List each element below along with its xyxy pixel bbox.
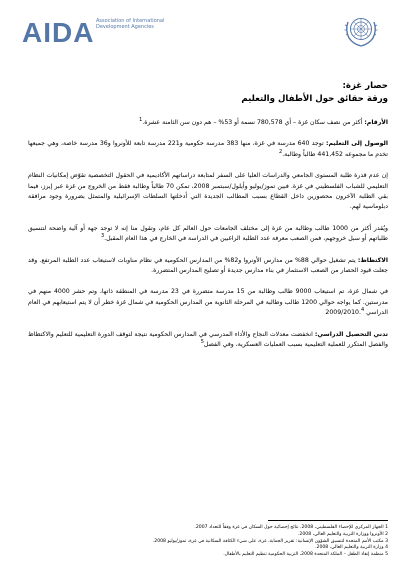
footnote-3: 3 مكتب الأمم المتحدة لتنسيق الشؤون الإنسانية: تقرير الحماية، غزة، على شيء الكثافة السكانية في غزة، تموز/يوليو 2008. [152, 538, 388, 544]
footnote-divider [268, 520, 388, 521]
paragraph-students-abroad [28, 224, 388, 245]
paragraph-text: في شمال غزة، تم استيعاب 9000 طالب وطالبة من 15 مدرسة متضررة في 23 مدرسة في المنطقة ذاتها، وتم حشر 4000 منهم في مدرستين. كما يواجه حوالي 1200 طالب وطالبة في المرحلة الثانوية من المدارس الحكومية في شمال غزة خطر أن لا يتم استيعابهم في العام الدراسي 2009/2010. [28, 288, 388, 317]
aida-logo [22, 16, 165, 50]
footnote-list [28, 525, 388, 559]
footnote-ref: 2 [279, 148, 283, 155]
page-header [0, 0, 413, 62]
doc-title-line2: ورقة حقائق حول الأطفال والتعليم [241, 94, 388, 104]
paragraph-text: انخفضت معدلات النجاح والأداء المدرسي في المدارس الحكومية نتيجة لتوقف الدورة التعليمية للتعليم والاكتظاظ والفصل المتكرر للعملية التعليمية بسبب العمليات العسكرية، وفي الفصل [28, 330, 388, 349]
footnote-4: 4 وزارة التربية والتعليم العالي، 2008. [315, 545, 388, 551]
paragraph-text: إن عدم قدرة طلبة المستوى الجامعي والدراسات العليا على السفر لمتابعة دراساتهم الأكاديمية في الحقول التخصصية تقوّض إمكانيات النظام التعليمي للشباب الفلسطيني في غزة. فبين تموز/يوليو وأيلول/سبتمبر 2008، تمكن 70 طالباً وطالبة فقط من الخروج من غزة عبر إيرز، فيما بقي الطلبة الآخرون محصورين داخل القطاع بسبب المطالب الجديدة التي أدخلتها السلطات الإسرائيلية والمتمثل بضرورة وجود مرافقة دبلوماسية لهم. [28, 172, 389, 211]
paragraph-overcrowding [28, 256, 388, 277]
paragraph-achievement [28, 330, 388, 351]
paragraph-lead: الأرقام: [364, 119, 388, 126]
paragraph-numbers [28, 118, 388, 128]
document-body [28, 80, 388, 362]
paragraph-lead: الوصول إلى التعليم: [325, 140, 388, 148]
paragraph-north-gaza [28, 287, 388, 318]
footnote-5: 5 منظمة إنقاذ الطفل – الملكة المتحدة 2008، التربية الحكومية تنظيم التعليم بالأطفال. [223, 552, 388, 558]
paragraph-lead: الاكتظاظ: [357, 256, 388, 264]
footnote-2: 2 الأونروا ووزارة التربية والتعليم العالي، 2008. [297, 531, 388, 537]
paragraph-text: ويُقدر أكثر من 1000 طالب وطالبة من غزة إلى مختلف الجامعات حول العالم كل عام، وتقول منا إنه لا توجد جهة أو آلية واضحة لتنسيق طلباتهم أو سبل خروجهم، فمن الصعب معرفة عدد الطلبة الراغبين في الدراسة في الخارج في هذا العام المقبل. [28, 224, 388, 243]
footnote-1: 1 الجهاز المركزي للإحصاء الفلسطيني، 2008. نتائج إحصائية حول السكان في غزة وفقاً للتعداد 2007. [194, 525, 388, 530]
footnote-ref: 4 [360, 307, 365, 314]
paragraph-travel [28, 171, 388, 213]
footnote-ref: 3 [100, 233, 105, 240]
paragraph-lead: تدني التحصيل الدراسي: [314, 330, 388, 338]
un-emblem-icon [343, 12, 379, 50]
logo-wordmark: AIDA [22, 17, 95, 48]
paragraph-text: توجد 640 مدرسة في غزة، منها 383 مدرسة حكومية و221 مدرسة تابعة للأونروا و36 مدرسة خاصة، وهي جميعها تخدم ما مجموعه 441,452 طالباً وطالبة. [28, 140, 388, 158]
footnote-ref: 5 [200, 339, 204, 346]
paragraph-text: يتم تشغيل حوالي 88% من مدارس الأونروا و82% من المدارس الحكومية في نظام مناوبات لاستيعاب عدد الطلبة المرتفع. وقد جعلت قيود الحصار من الصعب الاستثمار في بناء مدارس جديدة أو تصليح المدارس المتضررة. [28, 256, 388, 275]
doc-title-line1: حصار غزة: [342, 81, 388, 91]
paragraph-text: أكثر من نصف سكان غزة – أي 780,578 نسمة أو 53% – هم دون سن الثامنة عشرة. [142, 119, 365, 126]
footnote-ref: 1 [139, 116, 143, 123]
logo-subtitle: Association of International Development Agencies [96, 18, 165, 30]
paragraph-access [28, 139, 388, 160]
